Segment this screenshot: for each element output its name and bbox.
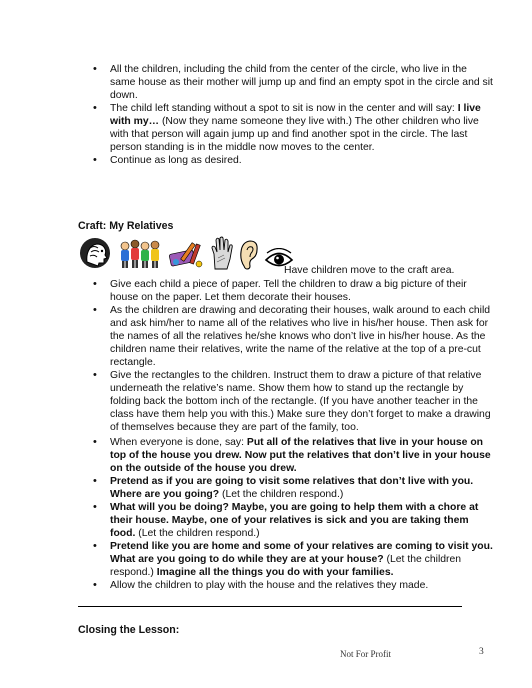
hand-icon bbox=[210, 236, 234, 274]
list-item: • What will you be doing? Maybe, you are going to help them with a chore at their house. Maybe, one of your relatives is sick and you are taking them food. (Let the children respond.) bbox=[93, 501, 493, 540]
discussion-list bbox=[93, 436, 493, 592]
craft-instructions-list bbox=[93, 278, 493, 434]
children-group-icon bbox=[118, 238, 162, 274]
list-item: • Give each child a piece of paper. Tell the children to draw a big picture of their house on the paper. Let them decorate their houses. bbox=[93, 278, 493, 304]
closing-heading: Closing the Lesson: bbox=[78, 624, 180, 636]
list-item: • Give the rectangles to the children. Instruct them to draw a picture of that relative underneath the relative’s name. Show them how to stand up the rectangle by folding back the bottom inch of the rectangle. (If you have another teacher in the class have them help you with this.) Make sure they don’t forget to make a drawing of themselves because they are part of the family, too. bbox=[93, 369, 493, 434]
ear-icon bbox=[238, 238, 260, 274]
list-item: • Pretend like you are home and some of your relatives are coming to visit you. What are you going to do while they are at your house? (Let the children respond.) Imagine all the things you do with your families. bbox=[93, 540, 493, 579]
craft-intro-text: Have children move to the craft area. bbox=[284, 265, 455, 276]
craft-icons-row bbox=[76, 240, 294, 274]
list-item: • The child left standing without a spot to sit is now in the center and will say: I live with my… (Now they name someone they live with.) The other children who live with that person will again jump up and find another spot in the circle. The last person standing is in the middle now moves to the center. bbox=[93, 102, 493, 154]
game-instructions-list bbox=[93, 63, 493, 167]
list-item: • Pretend as if you are going to visit some relatives that don’t live with you. Where are you going? (Let the children respond.) bbox=[93, 475, 493, 501]
art-supplies-icon bbox=[166, 238, 206, 274]
thinking-head-icon bbox=[76, 236, 114, 274]
list-item: • Allow the children to play with the house and the relatives they made. bbox=[93, 579, 493, 592]
list-item: • Continue as long as desired. bbox=[93, 154, 493, 167]
list-item: • As the children are drawing and decorating their houses, walk around to each child and ask him/her to name all of the relatives who live in his/her house. Then ask for the names of all the relatives he/she knows who don’t live in his/her house. As the children name their relatives, write the name of the relative at the top of a pre-cut rectangle. bbox=[93, 304, 493, 369]
horizontal-rule bbox=[78, 606, 462, 607]
page-number: 3 bbox=[479, 647, 484, 657]
list-item: • All the children, including the child from the center of the circle, who live in the same house as their mother will jump up and find an empty spot in the circle and sit down. bbox=[93, 63, 493, 102]
list-item: • When everyone is done, say: Put all of the relatives that live in your house on top of the house you drew. Now put the relatives that don’t live in your house on the outside of the house you drew. bbox=[93, 436, 493, 475]
craft-heading: Craft: My Relatives bbox=[78, 220, 174, 232]
footer-text: Not For Profit bbox=[340, 649, 392, 659]
